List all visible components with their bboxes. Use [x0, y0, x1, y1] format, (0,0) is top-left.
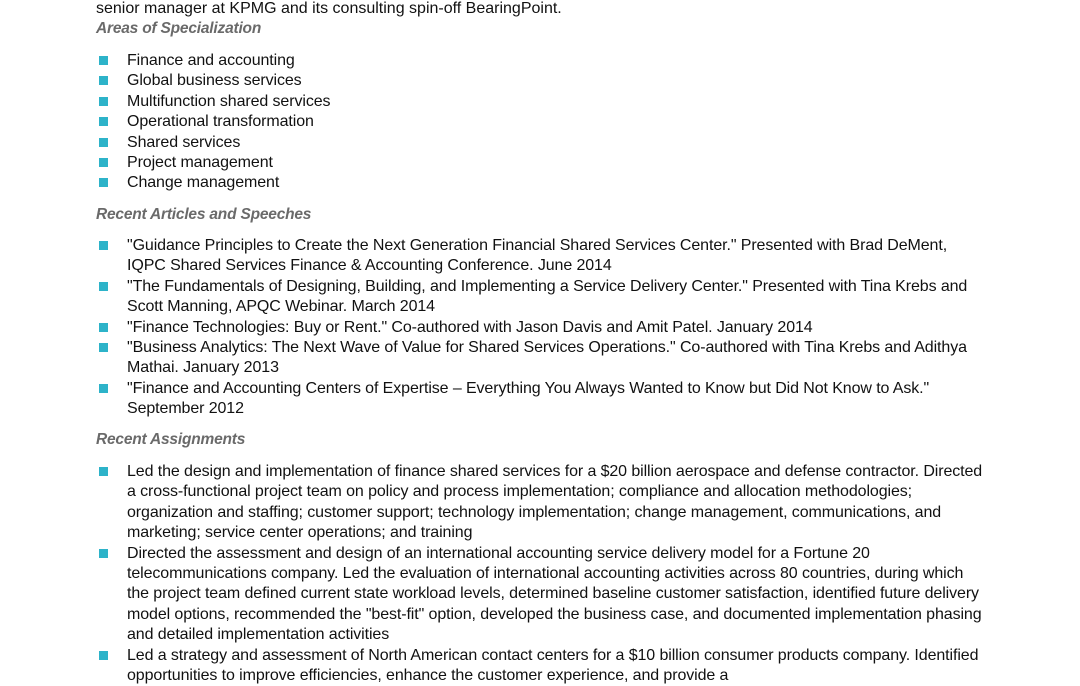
- list-item: [96, 92, 986, 112]
- heading-recent-assignments: Recent Assignments: [96, 431, 246, 448]
- bullet-icon: [99, 56, 108, 65]
- bullet-icon: [99, 323, 108, 332]
- bullet-icon: [99, 343, 108, 352]
- bullet-icon: [99, 138, 108, 147]
- bullet-icon: [99, 158, 108, 167]
- list-item-text: Change management: [127, 174, 280, 192]
- list-item-text: Project management: [127, 154, 273, 172]
- intro-text: senior manager at KPMG and its consulting spin-off BearingPoint.: [96, 0, 562, 17]
- specialization-list: [96, 51, 986, 194]
- list-item: [96, 236, 986, 277]
- list-item: [96, 277, 986, 318]
- bullet-icon: [99, 549, 108, 558]
- bullet-icon: [99, 467, 108, 476]
- list-item: [96, 153, 986, 173]
- list-item-text: Shared services: [127, 133, 241, 151]
- list-item-text: Led the design and implementation of finance shared services for a $20 billion aerospace and defense contractor. Directed a cross-functional project team on policy and process implementation; compliance and allocation methodologies; organization and staffing; customer support; technology implementation; change management, communications, and marketing; service center operations; and training: [127, 463, 983, 542]
- list-item-text: "Guidance Principles to Create the Next Generation Financial Shared Services Center." Presented with Brad DeMent, IQPC Shared Services Finance & Accounting Conference. June 2014: [127, 237, 948, 275]
- bullet-icon: [99, 117, 108, 126]
- list-item: [96, 338, 986, 379]
- list-item-text: Global business services: [127, 72, 302, 90]
- list-item: [96, 379, 986, 420]
- list-item-text: Directed the assessment and design of an international accounting service delivery model for a Fortune 20 telecommunications company. Led the evaluation of international accounting activities across 80 countries, during which the project team defined current state workload levels, determined baseline customer satisfaction, identified future delivery model options, recommended the "best-fit" option, developed the business case, and documented implementation phasing and detailed implementation activities: [127, 544, 982, 644]
- list-item-text: Led a strategy and assessment of North American contact centers for a $10 billion consumer products company. Identified opportunities to improve efficiencies, enhance the customer experience, and provide a: [127, 646, 979, 685]
- heading-recent-articles: Recent Articles and Speeches: [96, 206, 312, 223]
- list-item: [96, 646, 986, 686]
- list-item-text: Multifunction shared services: [127, 92, 331, 110]
- bullet-icon: [99, 282, 108, 291]
- heading-areas-of-specialization: Areas of Specialization: [96, 20, 262, 37]
- assignments-list: [96, 462, 986, 686]
- list-item-text: "Finance Technologies: Buy or Rent." Co-authored with Jason Davis and Amit Patel. January 2014: [127, 318, 813, 336]
- list-item: [96, 133, 986, 153]
- list-item: [96, 71, 986, 91]
- bullet-icon: [99, 76, 108, 85]
- list-item: [96, 544, 986, 646]
- list-item: [96, 173, 986, 193]
- bullet-icon: [99, 97, 108, 106]
- list-item-text: Finance and accounting: [127, 52, 295, 69]
- list-item-text: "The Fundamentals of Designing, Building, and Implementing a Service Delivery Center." Presented with Tina Krebs and Scott Manning, APQC Webinar. March 2014: [127, 277, 968, 316]
- articles-list: [96, 236, 986, 420]
- list-item: [96, 318, 986, 338]
- bullet-icon: [99, 178, 108, 187]
- list-item: [96, 462, 986, 544]
- bullet-icon: [99, 384, 108, 393]
- list-item-text: "Finance and Accounting Centers of Expertise – Everything You Always Wanted to Know but Did Not Know to Ask." September 2012: [127, 379, 930, 418]
- list-item: [96, 112, 986, 132]
- bullet-icon: [99, 241, 108, 250]
- bullet-icon: [99, 651, 108, 660]
- list-item-text: "Business Analytics: The Next Wave of Value for Shared Services Operations." Co-authored with Tina Krebs and Adithya Mathai. January 2013: [127, 339, 967, 377]
- list-item-text: Operational transformation: [127, 113, 314, 131]
- list-item: [96, 51, 986, 71]
